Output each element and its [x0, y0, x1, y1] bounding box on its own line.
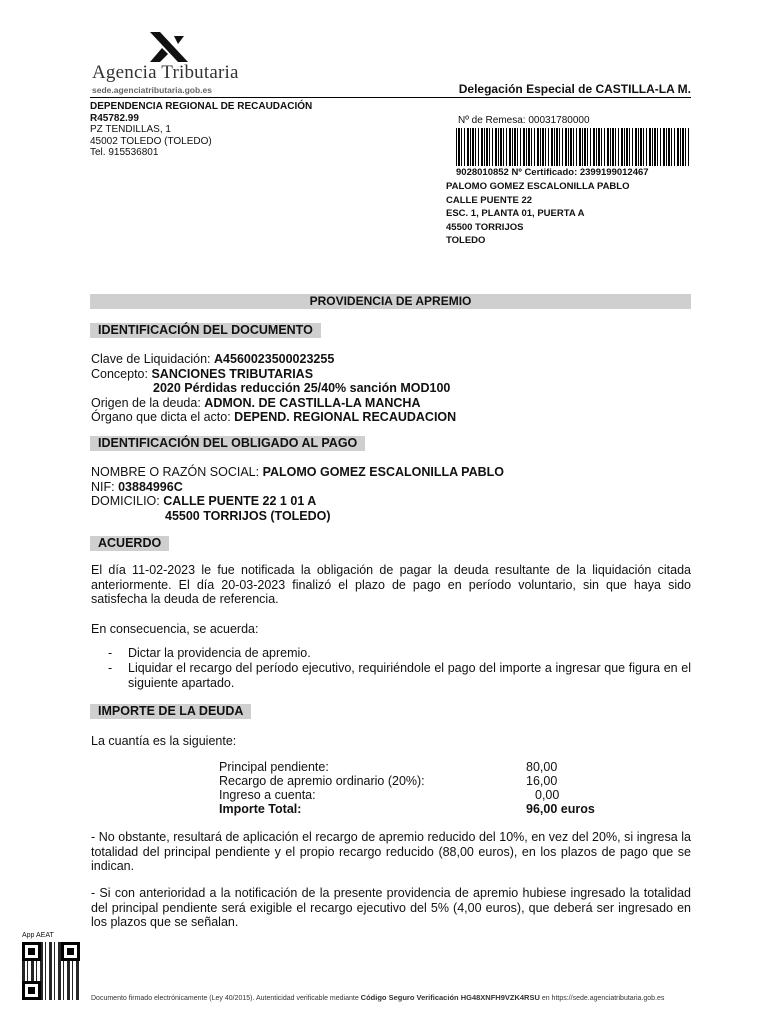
recipient-street: CALLE PUENTE 22 [446, 194, 533, 206]
agreement-paragraph-1: El día 11-02-2023 le fue notificada la obligación de pagar la deuda resultante de la liquidación citada anteriormente. El día 20-03-2023 finalizó el plazo de pago en período voluntario, sin que haya sido satisfecha la deuda de referencia. [91, 563, 691, 606]
nif-label: NIF: [91, 479, 115, 494]
amount-row [219, 788, 599, 803]
agreement-item-text: Dictar la providencia de apremio. [128, 646, 311, 660]
sender-phone: Tel. 915536801 [90, 147, 159, 158]
organo-value: DEPEND. REGIONAL RECAUDACION [234, 410, 457, 424]
organo-label: Órgano que dicta el acto: [91, 410, 231, 424]
amount-row [219, 760, 599, 775]
domicilio-line2: 45500 TORRIJOS (TOLEDO) [165, 508, 331, 523]
agency-logo-icon [144, 30, 194, 64]
qr-code[interactable] [22, 942, 80, 1000]
agency-name: Agencia Tributaria [92, 62, 239, 83]
agency-logo [90, 30, 250, 98]
obligated-block [91, 465, 691, 523]
name-label: NOMBRE O RAZÓN SOCIAL: [91, 465, 260, 479]
amount-note-1: - No obstante, resultará de aplicación el recargo de apremio reducido del 10%, en vez del 20%, si ingresa la totalidad del principal pendiente y el propio recargo reducido (88,00 euros), en los plazos de pago que se indican. [91, 830, 691, 873]
app-aeat-label: App AEAT [22, 932, 54, 939]
sender-city: 45002 TOLEDO (TOLEDO) [90, 135, 212, 147]
section-amount: IMPORTE DE LA DEUDA [90, 704, 251, 719]
amount-total-row [219, 802, 599, 817]
amount-row-value: 80,00 [526, 760, 558, 774]
agreement-item-text: Liquidar el recargo del período ejecutivo, requiriéndole el pago del importe a ingresar que figura en el siguiente apartado. [128, 661, 691, 690]
amount-total-value: 96,00 euros [526, 802, 595, 816]
footer-text-after: en https://sede.agenciatributaria.gob.es [541, 995, 665, 1002]
document-title: PROVIDENCIA DE APREMIO [90, 294, 691, 309]
amount-total-label: Importe Total: [219, 802, 302, 816]
certificate-number: 9028010852 Nº Certificado: 2399199012467 [456, 167, 649, 178]
section-agreement: ACUERDO [90, 536, 169, 551]
barcode [456, 128, 690, 166]
footer-csv: Código Seguro Verificación HG48XNFH9VZK4RSU [360, 993, 540, 1002]
recipient-floor: ESC. 1, PLANTA 01, PUERTA A [446, 208, 585, 219]
concepto-detail: 2020 Pérdidas reducción 25/40% sanción MOD100 [153, 381, 451, 395]
header-rule [90, 97, 691, 98]
nif-value: 03884996C [118, 479, 183, 494]
origen-label: Origen de la deuda: [91, 395, 201, 410]
sender-address [90, 101, 312, 159]
agreement-item: - Liquidar el recargo del período ejecutivo, requiriéndole el pago del importe a ingresar que figura en el siguiente apartado. [108, 661, 691, 690]
recipient-name: PALOMO GOMEZ ESCALONILLA PABLO [446, 181, 630, 192]
origen-value: ADMON. DE CASTILLA-LA MANCHA [204, 395, 421, 410]
concepto-label: Concepto: [91, 366, 148, 381]
section-obligated: IDENTIFICACIÓN DEL OBLIGADO AL PAGO [90, 436, 365, 451]
concepto-value: SANCIONES TRIBUTARIAS [151, 366, 314, 381]
recipient-address [446, 180, 629, 248]
sender-code: R45782.99 [90, 112, 139, 124]
amount-row-label: Ingreso a cuenta: [219, 788, 316, 802]
amount-intro: La cuantía es la siguiente: [91, 734, 237, 748]
agreement-paragraph-2: En consecuencia, se acuerda: [91, 622, 259, 636]
clave-value: A4560023500023255 [214, 352, 335, 366]
footer-verification [91, 993, 664, 1002]
remesa-number: Nº de Remesa: 00031780000 [458, 115, 590, 126]
amount-row-label: Recargo de apremio ordinario (20%): [219, 774, 425, 788]
sender-office: DEPENDENCIA REGIONAL DE RECAUDACIÓN [90, 101, 313, 112]
domicilio-line1: CALLE PUENTE 22 1 01 A [163, 494, 317, 508]
amount-row [219, 774, 599, 789]
delegation-title: Delegación Especial de CASTILLA-LA M. [458, 82, 691, 96]
section-identification: IDENTIFICACIÓN DEL DOCUMENTO [90, 323, 321, 338]
name-value: PALOMO GOMEZ ESCALONILLA PABLO [262, 465, 505, 479]
amount-row-label: Principal pendiente: [219, 760, 329, 774]
recipient-postal: 45500 TORRIJOS [446, 221, 524, 233]
footer-text-before: Documento firmado electrónicamente (Ley 40/2015). Autenticidad verificable mediante [91, 995, 359, 1002]
amount-row-value: 16,00 [526, 774, 558, 788]
clave-label: Clave de Liquidación: [91, 352, 211, 366]
recipient-province: TOLEDO [446, 235, 486, 246]
amount-row-value: 0,00 [535, 788, 560, 802]
agreement-item: - Dictar la providencia de apremio. [108, 646, 691, 661]
sender-street: PZ TENDILLAS, 1 [90, 124, 171, 135]
domicilio-label: DOMICILIO: [91, 494, 160, 508]
amount-note-2: - Si con anterioridad a la notificación de la presente providencia de apremio hubiese ingresado la totalidad del principal pendiente será exigible el recargo ejecutivo del 5% (4,00 euros), que deberá ser ingresado en los plazos que se señalan. [91, 886, 691, 929]
identification-block [91, 352, 691, 425]
agency-url: sede.agenciatributaria.gob.es [92, 85, 212, 95]
